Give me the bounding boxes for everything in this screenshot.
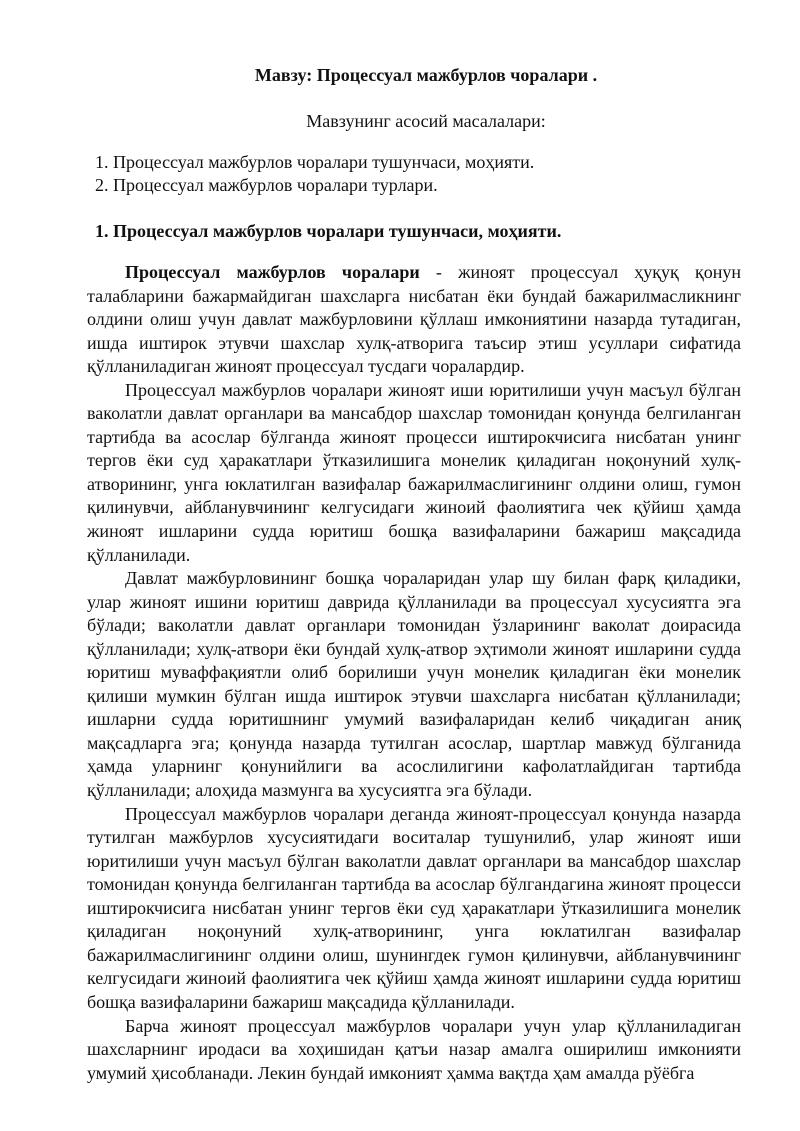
section-heading: 1. Процессуал мажбурлов чоралари тушунчаси, моҳияти. bbox=[95, 221, 562, 241]
definition-term: Процессуал мажбурлов чоралари bbox=[125, 262, 420, 282]
topic-list-item: 1. Процессуал мажбурлов чоралари тушунчаси, моҳияти. bbox=[95, 152, 535, 172]
document-title: Мавзу: Процессуал мажбурлов чоралари . bbox=[254, 65, 598, 85]
document-subtitle: Мавзунинг асосий масалалари: bbox=[306, 111, 546, 131]
paragraph: Процессуал мажбурлов чоралари деганда жиноят-процессуал қонунда назарда тутилган мажбурлов хусусиятидаги воситалар тушунилиб, улар жиноят иши юритилиши учун масъул бўлган ваколатли давлат органлари ва мансабдор шахслар томонидан қонунда белгиланган тартибда ва асослар бўлгандагина жиноят процесси иштирокчисига нисбатан унинг тергов ёки суд ҳаракатлари ўтказилишига монелик қиладиган ноқонуний хулқ-атворининг, унга юклатилган вазифалар бажарилмаслигининг олдини олиш, шунингдек гумон қилинувчи, айбланувчининг келгусидаги жиноий фаолиятига чек қўйиш ҳамда жиноят ишларини судда юритиш бошқа вазифаларини бажариш мақсадида қўлланилади. bbox=[87, 803, 741, 1012]
topic-list bbox=[87, 151, 741, 197]
definition-text: - жиноят процессуал ҳуқуқ қонун талабларини бажармайдиган шахсларга нисбатан ёки бундай бажарилмасликнинг олдини олиш учун давлат мажбурловини қўллаш имкониятини назарда тутадиган, ишда иштирок этувчи шахслар хулқ-атворига таъсир этиш усуллари сифатида қўлланиладиган жиноят процессуал тусдаги чоралардир. bbox=[87, 262, 741, 377]
body-text bbox=[87, 261, 741, 1085]
paragraph-definition bbox=[87, 261, 741, 379]
paragraph: Барча жиноят процессуал мажбурлов чоралари учун улар қўлланиладиган шахсларнинг иродаси ва хоҳишидан қатъи назар амалга оширилиш имконияти умумий ҳисобланади. Лекин бундай имконият ҳамма вақтда ҳам амалда рўёбга bbox=[87, 1015, 741, 1083]
topic-list-item: 2. Процессуал мажбурлов чоралари турлари. bbox=[95, 175, 438, 195]
paragraph: Давлат мажбурловининг бошқа чораларидан улар шу билан фарқ қиладики, улар жиноят ишини юритиш даврида қўлланилади ва процессуал хусусиятга эга бўлади; ваколатли давлат органлари томонидан ўзларининг ваколат доирасида қўлланилади; хулқ-атвори ёки бундай хулқ-атвор эҳтимоли жиноят ишларини судда юритиш муваффақиятли олиб борилиши учун монелик қиладиган ёки монелик қилиши мумкин бўлган ишда иштирок этувчи шахсларга нисбатан қўлланилади; ишларни судда юритишнинг умумий вазифаларидан келиб чиқадиган аниқ мақсадларга эга; қонунда назарда тутилган асослар, шартлар мавжуд бўлганида ҳамда уларнинг қонунийлиги ва асослилигини кафолатлайдиган тартибда қўлланилади; алоҳида мазмунга ва хусусиятга эга бўлади. bbox=[87, 568, 741, 801]
paragraph: Процессуал мажбурлов чоралари жиноят иши юритилиши учун масъул бўлган ваколатли давлат органлари ва мансабдор шахслар томонидан қонунда белгиланган тартибда ва асослар бўлганда жиноят процесси иштирокчисига нисбатан унинг тергов ёки суд ҳаракатлари ўтказилишига монелик қиладиган ноқонуний хулқ-атворининг, унга юклатилган вазифалар бажарилмаслигининг олдини олиш, гумон қилинувчи, айбланувчининг келгусидаги жиноий фаолиятига чек қўйиш ҳамда жиноят ишларини судда юритиш бошқа вазифаларини бажариш мақсадида қўлланилади. bbox=[87, 379, 741, 565]
document-page bbox=[87, 64, 741, 1085]
